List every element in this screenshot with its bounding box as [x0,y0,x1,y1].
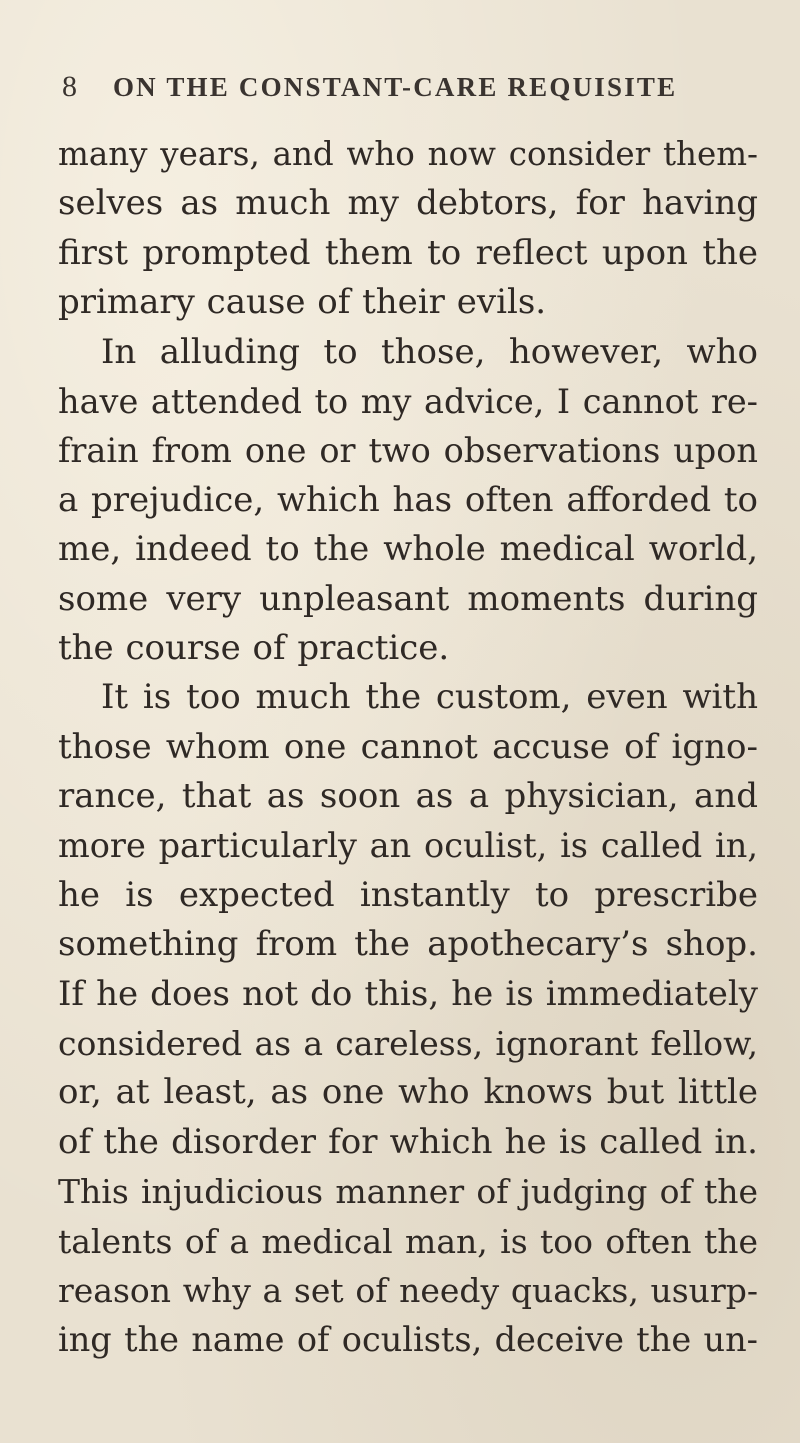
text-line: of the disorder for which he is called in. [58,1121,758,1162]
body-text [58,130,758,1365]
text-line: he is expected instantly to prescribe [58,874,758,915]
text-line: ing the name of oculists, deceive the un- [58,1320,758,1360]
text-line: many years, and who now consider them- [58,135,758,173]
text-line: something from the apothecary’s shop. [58,924,758,965]
text-line: This injudicious manner of judging of the [58,1172,758,1212]
paragraph-start-line: In alluding to those, however, who [101,331,758,372]
running-head [62,70,752,104]
text-line: more particularly an oculist, is called in, [58,826,758,866]
text-line: rance, that as soon as a physician, and [58,776,758,817]
text-line: primary cause of their evils. [58,282,547,323]
text-line: talents of a medical man, is too often the [58,1221,758,1261]
text-line: reason why a set of needy quacks, usurp- [58,1270,758,1310]
text-line: selves as much my debtors, for having [58,183,758,224]
text-line: those whom one cannot accuse of igno- [58,726,758,767]
text-line: have attended to my advice, I cannot re- [58,381,758,421]
text-line: considered as a careless, ignorant fellow, [58,1024,758,1064]
text-line: frain from one or two observations upon [58,431,758,471]
text-line: some very unpleasant moments during [58,578,758,619]
text-line: me, indeed to the whole medical world, [58,529,758,570]
running-title: ON THE CONSTANT-CARE REQUISITE [112,72,678,102]
text-line: If he does not do this, he is immediately [58,973,758,1014]
text-line: a prejudice, which has often afforded to [58,479,758,520]
text-line: first prompted them to reflect upon the [58,232,758,273]
text-line: or, at least, as one who knows but little [58,1072,758,1113]
paragraph-start-line: It is too much the custom, even with [101,677,758,718]
text-line: the course of practice. [58,627,450,668]
page-number: 8 [62,70,80,103]
